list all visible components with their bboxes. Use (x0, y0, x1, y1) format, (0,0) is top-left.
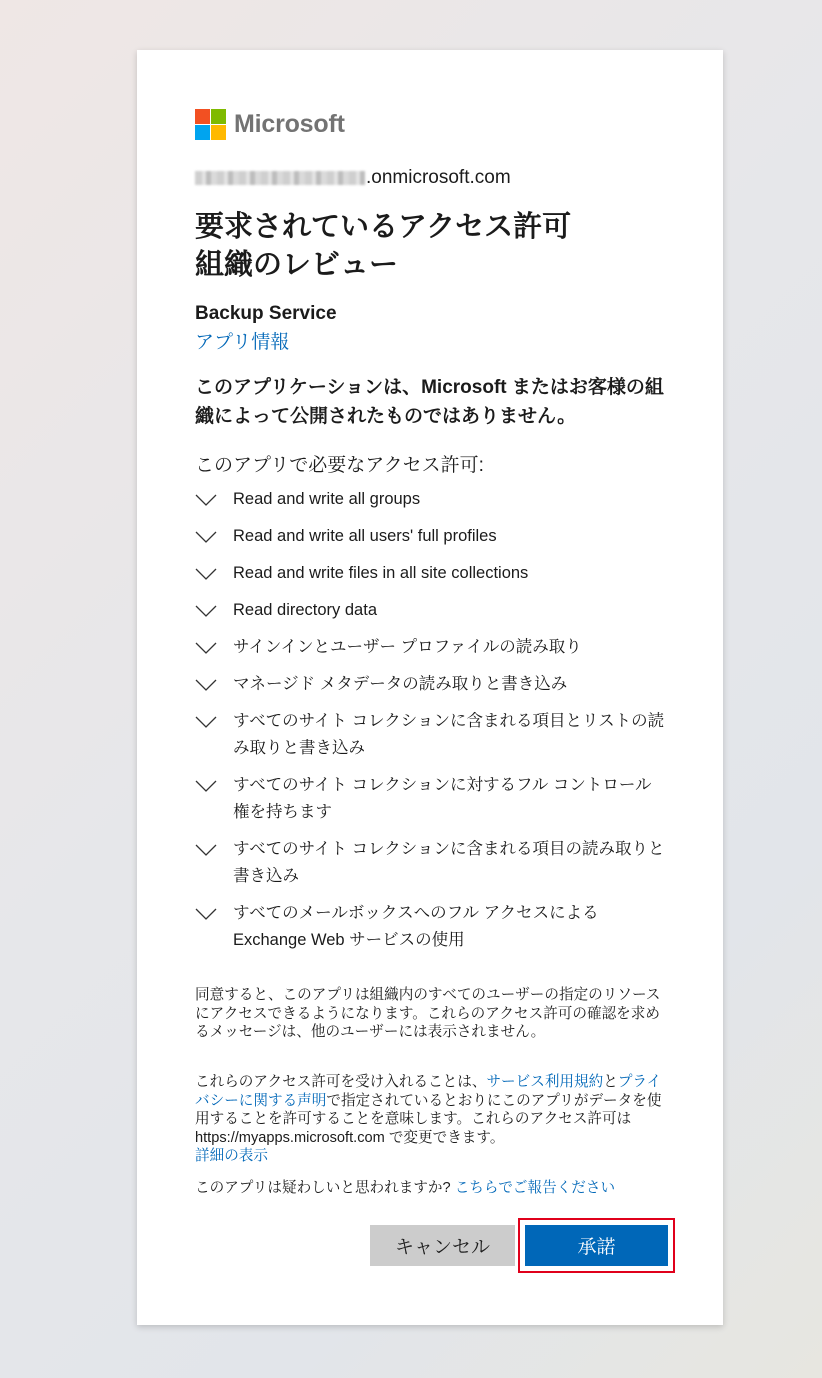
report-link[interactable]: こちらでご報告ください (454, 1180, 616, 1196)
permission-label: Read directory data (233, 601, 377, 619)
chevron-down-icon (195, 486, 233, 513)
chevron-down-icon (195, 836, 233, 863)
chevron-down-icon (195, 671, 233, 698)
publisher-warning: このアプリケーションは、Microsoft またはお客様の組織によって公開されたものではありません。 (195, 377, 664, 427)
consent-dialog (137, 50, 723, 1325)
consent-description: 同意すると、このアプリは組織内のすべてのユーザーの指定のリソースにアクセスできるようになります。これらのアクセス許可の確認を求めるメッセージは、他のユーザーには表示されません。 (195, 987, 661, 1040)
page-title-line1: 要求されているアクセス許可 (195, 211, 572, 243)
terms-and: と (603, 1074, 618, 1090)
permission-label: Read and write all groups (233, 490, 421, 508)
permission-item[interactable] (195, 836, 665, 890)
permission-item[interactable] (195, 708, 665, 762)
report-question: このアプリは疑わしいと思われますか? (195, 1180, 455, 1196)
show-details-link[interactable]: 詳細の表示 (195, 1148, 268, 1164)
permission-item[interactable] (195, 560, 665, 587)
report-suspicious (195, 1179, 665, 1198)
app-info-link[interactable]: アプリ情報 (195, 332, 290, 353)
chevron-down-icon (195, 560, 233, 587)
permission-label: すべてのサイト コレクションに含まれる項目とリストの読み取りと書き込み (233, 712, 665, 757)
chevron-down-icon (195, 772, 233, 799)
accept-button[interactable]: 承諾 (525, 1225, 668, 1266)
account-identifier (195, 167, 511, 189)
permission-item[interactable] (195, 634, 665, 661)
chevron-down-icon (195, 708, 233, 735)
account-domain: .onmicrosoft.com (366, 167, 511, 188)
app-name: Backup Service (195, 303, 337, 324)
permission-item[interactable] (195, 486, 665, 513)
terms-middle: で指定されているとおりにこのアプリがデータを使用することを許可することを意味します。これらのアクセス許可は https://myapps.microsoft.com で変更できます。 (195, 1092, 662, 1146)
microsoft-logo-icon (195, 109, 226, 140)
permission-item[interactable] (195, 597, 665, 624)
permission-label: マネージド メタデータの読み取りと書き込み (233, 675, 568, 693)
terms-prefix: これらのアクセス許可を受け入れることは、 (195, 1074, 487, 1090)
permission-item[interactable] (195, 523, 665, 550)
chevron-down-icon (195, 634, 233, 661)
permission-label: すべてのサイト コレクションに対するフル コントロール権を持ちます (233, 776, 652, 821)
page-title (195, 208, 675, 284)
permission-label: すべてのメールボックスへのフル アクセスによる Exchange Web サービスの使用 (233, 904, 599, 949)
terms-of-service-link[interactable]: サービス利用規約 (486, 1074, 604, 1090)
permission-label: すべてのサイト コレクションに含まれる項目の読み取りと書き込み (233, 840, 665, 885)
cancel-button[interactable]: キャンセル (370, 1225, 515, 1266)
permissions-heading: このアプリで必要なアクセス許可: (195, 455, 484, 476)
permissions-list (195, 486, 665, 964)
brand-name: Microsoft (234, 110, 345, 138)
permission-label: サインインとユーザー プロファイルの読み取り (233, 638, 582, 656)
terms-statement (195, 1073, 665, 1166)
page-title-line2: 組織のレビュー (195, 249, 399, 281)
chevron-down-icon (195, 900, 233, 927)
permission-item[interactable] (195, 900, 665, 954)
permission-label: Read and write files in all site collections (233, 564, 529, 582)
chevron-down-icon (195, 597, 233, 624)
permission-item[interactable] (195, 772, 665, 826)
permission-label: Read and write all users' full profiles (233, 527, 497, 545)
chevron-down-icon (195, 523, 233, 550)
privacy-statement-link[interactable]: プライバシーに関する声明 (195, 1074, 662, 1109)
permission-item[interactable] (195, 671, 665, 698)
action-buttons (370, 1225, 668, 1266)
redacted-account-name (195, 171, 365, 185)
microsoft-logo (195, 109, 345, 140)
